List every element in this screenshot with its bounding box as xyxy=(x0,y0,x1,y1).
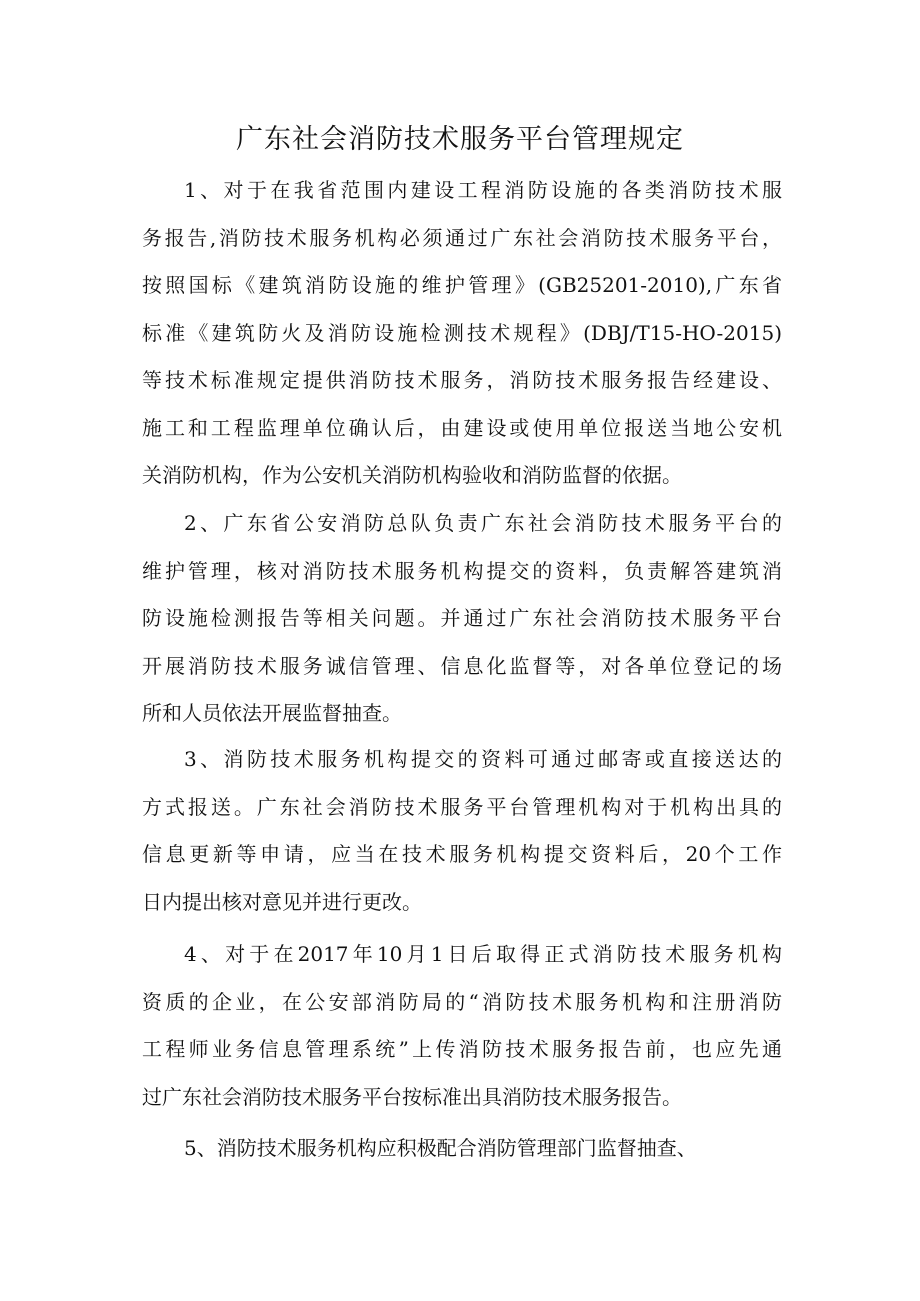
paragraph-line: 信息更新等申请，应当在技术服务机构提交资料后，20个工作 xyxy=(142,842,782,866)
paragraph-4 xyxy=(142,931,782,1121)
paragraph-5 xyxy=(142,1125,782,1173)
paragraph-line: 过广东社会消防技术服务平台按标准出具消防技术服务报告。 xyxy=(142,1084,682,1109)
paragraph-line: 资质的企业，在公安部消防局的“消防技术服务机构和注册消防 xyxy=(142,989,782,1014)
paragraph-line: 按照国标《建筑消防设施的维护管理》(GB25201-2010),广东省 xyxy=(142,273,782,297)
document-title: 广东社会消防技术服务平台管理规定 xyxy=(236,124,684,155)
paragraph-1 xyxy=(142,167,782,500)
paragraph-line: 5、消防技术服务机构应积极配合消防管理部门监督抽查、 xyxy=(184,1136,697,1160)
paragraph-2 xyxy=(142,500,782,738)
paragraph-line: 维护管理，核对消防技术服务机构提交的资料，负责解答建筑消 xyxy=(142,558,782,583)
paragraph-line: 所和人员依法开展监督抽查。 xyxy=(142,701,402,725)
paragraph-line: 开展消防技术服务诚信管理、信息化监督等，对各单位登记的场 xyxy=(142,653,782,678)
paragraph-3 xyxy=(142,736,782,926)
paragraph-line: 日内提出核对意见并进行更改。 xyxy=(142,889,422,914)
paragraph-line: 务报告,消防技术服务机构必须通过广东社会消防技术服务平台， xyxy=(142,225,782,250)
paragraph-line: 4、对于在2017年10月1日后取得正式消防技术服务机构 xyxy=(184,942,782,966)
paragraph-line: 3、消防技术服务机构提交的资料可通过邮寄或直接送达的 xyxy=(184,747,782,771)
paragraph-line: 工程师业务信息管理系统”上传消防技术服务报告前，也应先通 xyxy=(142,1037,782,1061)
paragraph-line: 施工和工程监理单位确认后，由建设或使用单位报送当地公安机 xyxy=(142,415,782,440)
paragraph-line: 2、广东省公安消防总队负责广东社会消防技术服务平台的 xyxy=(184,511,782,535)
paragraph-line: 方式报送。广东社会消防技术服务平台管理机构对于机构出具的 xyxy=(142,794,782,819)
paragraph-line: 1、对于在我省范围内建设工程消防设施的各类消防技术服 xyxy=(184,178,782,202)
paragraph-line: 关消防机构，作为公安机关消防机构验收和消防监督的依据。 xyxy=(142,463,682,487)
paragraph-line: 防设施检测报告等相关问题。并通过广东社会消防技术服务平台 xyxy=(142,606,782,630)
paragraph-line: 标准《建筑防火及消防设施检测技术规程》(DBJ/T15-HO-2015) xyxy=(142,320,782,345)
paragraph-line: 等技术标准规定提供消防技术服务，消防技术服务报告经建设、 xyxy=(142,368,782,392)
